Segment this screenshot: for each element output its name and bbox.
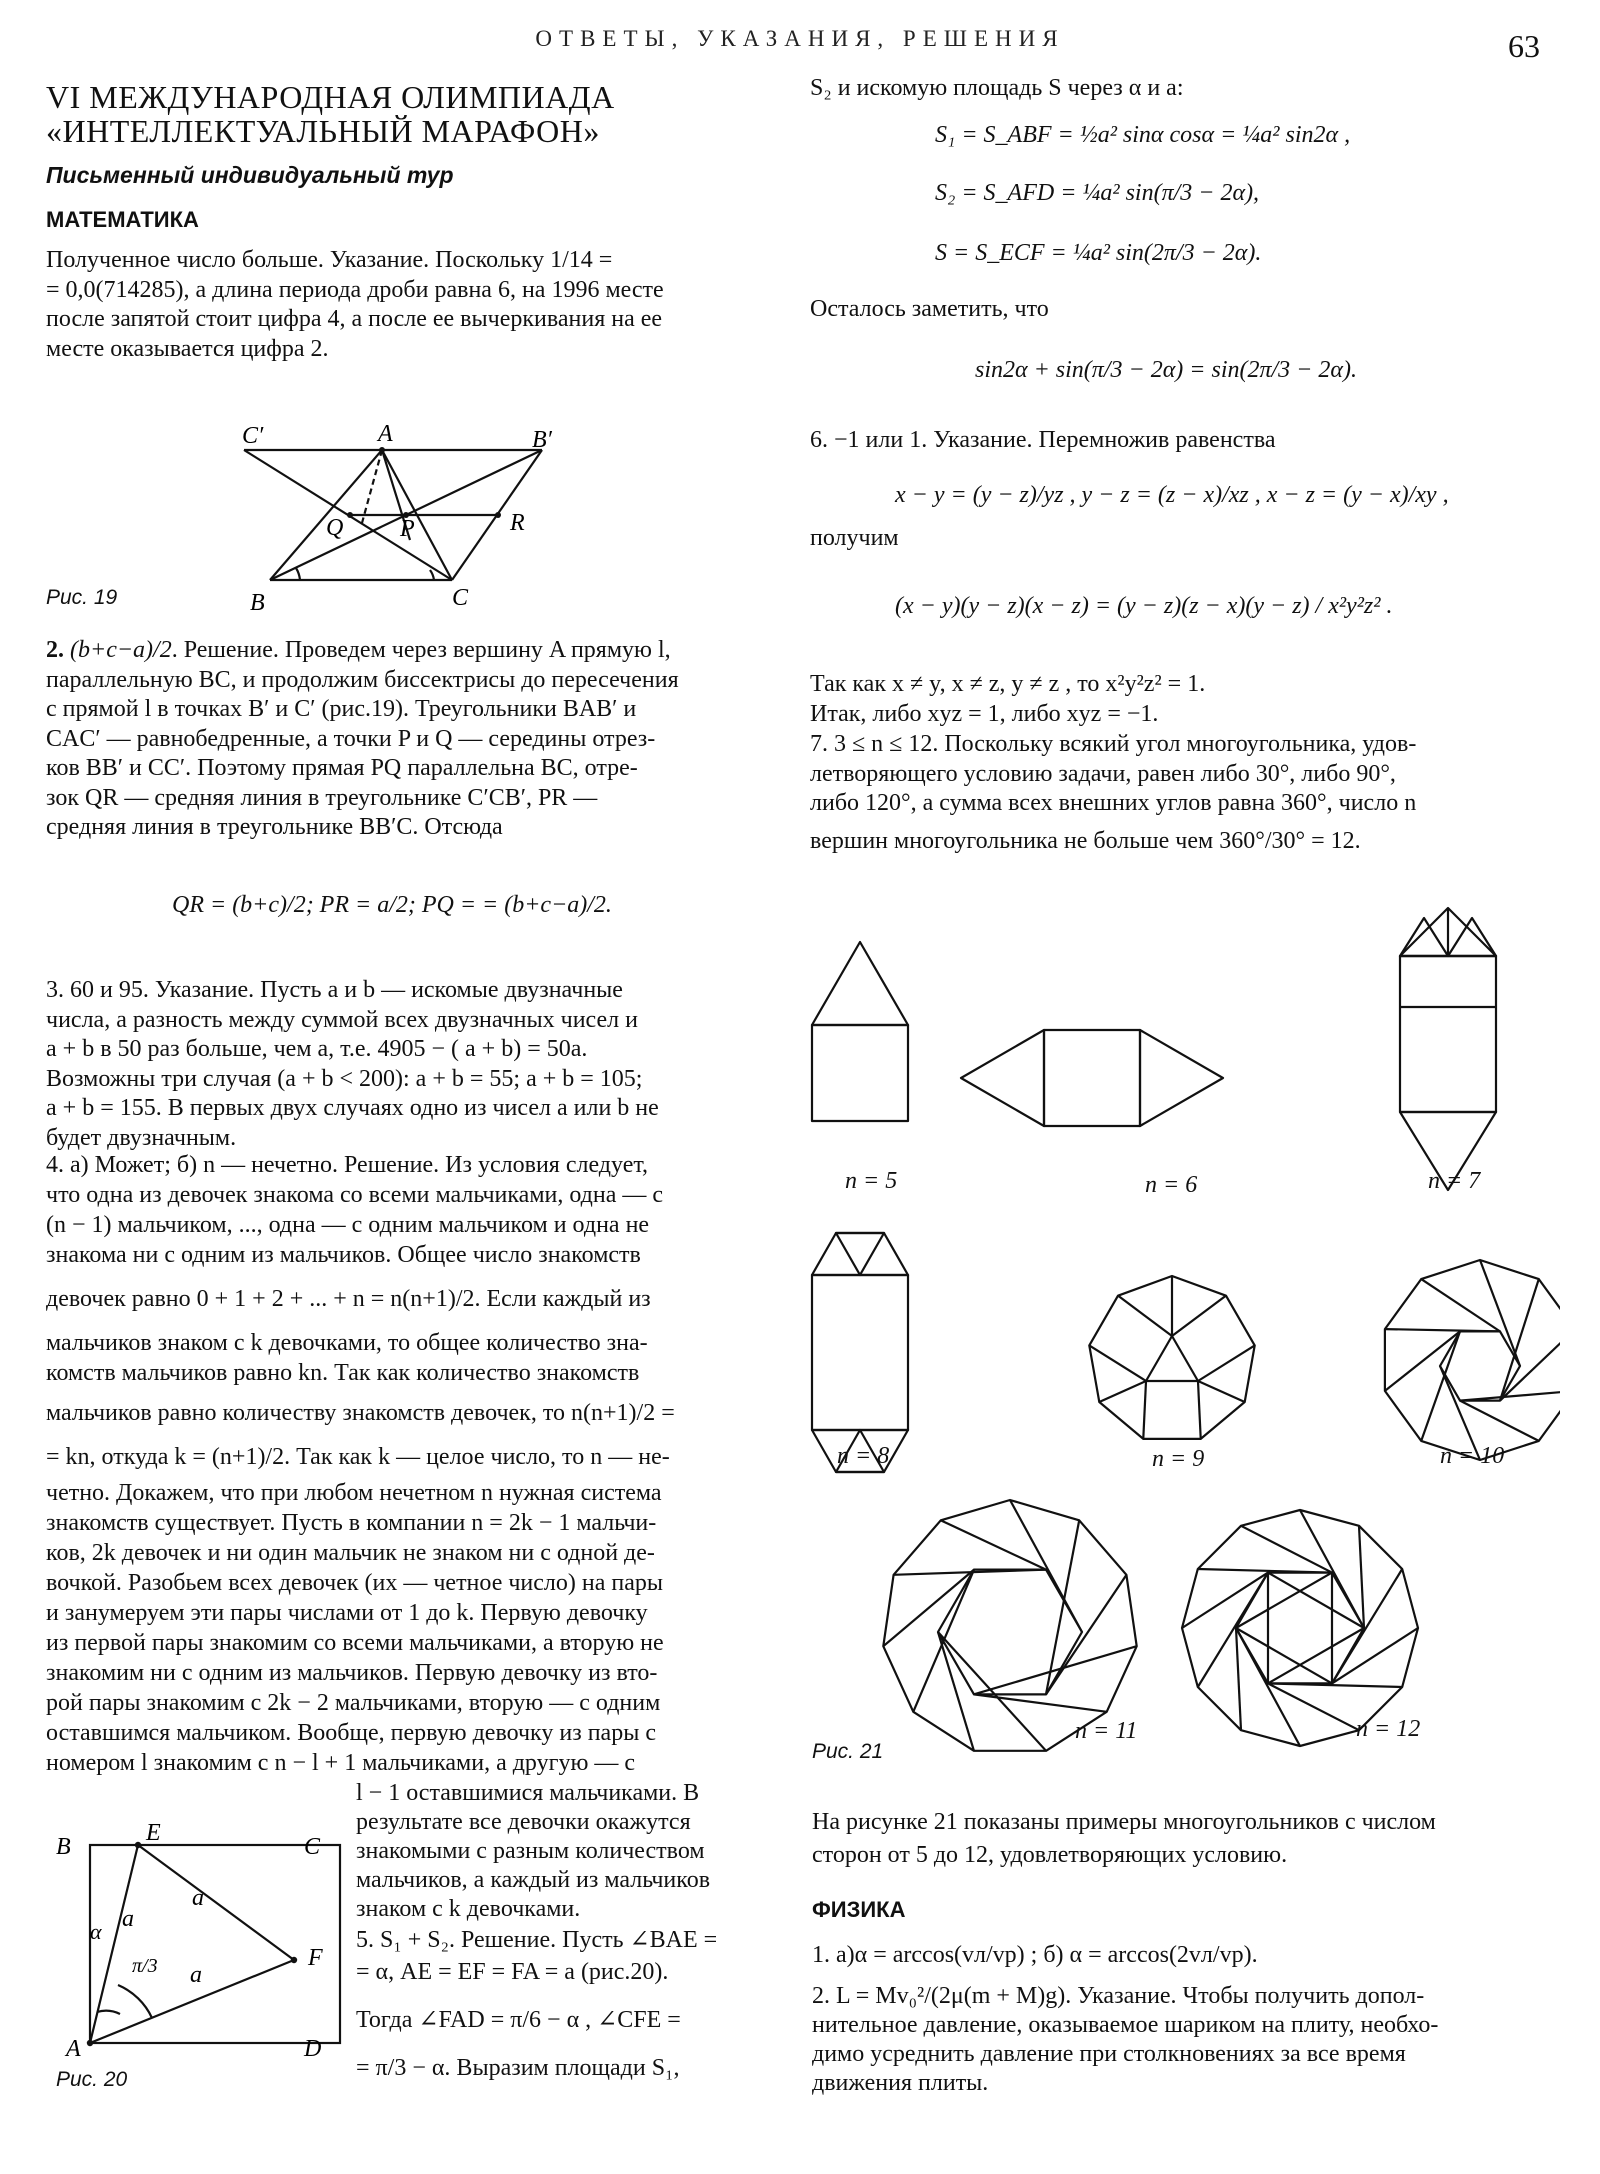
p2-formula: QR = (b+c)/2; PR = a/2; PQ = = (b+c−a)/2.: [172, 892, 612, 918]
p7-line4: вершин многоугольника не больше чем 360°/30° = 12.: [810, 827, 1361, 854]
problem-4: [46, 1150, 768, 1778]
problem-5-left: [356, 1924, 776, 2084]
p4-line23: мальчиков, а каждый из мальчиков: [356, 1867, 711, 1893]
p4-line19: номером l знакомим с n − l + 1 мальчиками, а другую — с: [46, 1750, 636, 1776]
phys-2: [812, 1982, 1542, 2098]
fig20-label-c: C: [304, 1834, 321, 1860]
p4-line9: = kn, откуда k = (n+1)/2. Так как k — целое число, то n — не-: [46, 1444, 670, 1470]
polygon-n7: [1400, 908, 1496, 1190]
p4-line10: четно. Докажем, что при любом нечетном n нужная система: [46, 1480, 662, 1506]
p3-line3: a + b в 50 раз больше, чем a, т.е. 4905 − ( a + b) = 50a.: [46, 1036, 588, 1062]
problem-3: [46, 976, 768, 1153]
p7-line2: летворяющего условию задачи, равен либо 30°, либо 90°,: [810, 760, 1396, 787]
figure-20: [50, 1820, 350, 2060]
fig21-description: [812, 1806, 1542, 1872]
p2-line4: CAC′ — равнобедренные, а точки P и Q — середины отрез-: [46, 725, 656, 752]
p1-line4: месте оказывается цифра 2.: [46, 335, 329, 362]
p5-right-line1: S₂ и искомую площадь S через α и a:: [810, 75, 1184, 101]
fig20-label-e: E: [146, 1820, 161, 1846]
n7-label: n = 7: [1428, 1168, 1481, 1194]
p5-formula-1: S₁ = S_ABF = ½a² sinα cosα = ¼a² sin2α ,: [935, 122, 1351, 148]
n8-label: n = 8: [837, 1443, 890, 1469]
p4-line13: вочкой. Разобьем всех девочек (их — четное число) на пары: [46, 1570, 663, 1596]
p5-formula-2: S₂ = S_AFD = ¼a² sin(π/3 − 2α),: [935, 180, 1260, 206]
p4-line15: из первой пары знакомим со всеми мальчиками, а вторую не: [46, 1630, 664, 1656]
problem-1: [46, 246, 768, 364]
phys-1: 1. а)α = arccos(vл/vр) ; б) α = arccos(2vл/vр).: [812, 1942, 1258, 1968]
n12-label: n = 12: [1356, 1716, 1421, 1742]
p3-line4: Возможны три случая (a + b < 200): a + b = 55; a + b = 105;: [46, 1065, 643, 1092]
n10-label: n = 10: [1440, 1443, 1505, 1469]
p4-line21: результате все девочки окажутся: [356, 1809, 691, 1835]
title-line-2: «ИНТЕЛЛЕКТУАЛЬНЫЙ МАРАФОН»: [46, 113, 600, 149]
running-head: ОТВЕТЫ, УКАЗАНИЯ, РЕШЕНИЯ: [535, 26, 1065, 51]
polygon-n10: [1385, 1260, 1560, 1460]
p4-line14: и занумеруем эти пары числами от 1 до k. Первую девочку: [46, 1600, 648, 1626]
p5-line2: = α, AE = EF = FA = a (рис.20).: [356, 1959, 669, 1985]
p4-line4: знакома ни с одним из мальчиков. Общее число знакомств: [46, 1242, 641, 1268]
figure-19: [230, 425, 580, 615]
figure-21: [800, 890, 1560, 1770]
problem-6-tail: [810, 670, 1530, 729]
p5-line1: 5. S₁ + S₂. Решение. Пусть ∠BAE =: [356, 1927, 718, 1953]
polygon-n8: [812, 1233, 908, 1472]
p5-line4: = π/3 − α. Выразим площади S₁,: [356, 2055, 680, 2081]
p2-line7: средняя линия в треугольнике BB′C. Отсюда: [46, 814, 503, 840]
p1-line1: Полученное число больше. Указание. Поскольку 1/14 =: [46, 247, 613, 273]
problem-5-right: [810, 74, 1510, 104]
fig19-label-b-prime: B′: [532, 427, 552, 453]
after21-line1: На рисунке 21 показаны примеры многоугольников с числом: [812, 1809, 1436, 1835]
page-number: 63: [1508, 28, 1540, 64]
fig20-label-f: F: [308, 1945, 323, 1971]
fig20-caption: Рис. 20: [56, 2068, 128, 2091]
n5-label: n = 5: [845, 1168, 898, 1194]
phys2-line3: димо усреднить давление при столкновениях за все время: [812, 2041, 1406, 2067]
fig19-label-p: P: [400, 516, 415, 542]
phys2-line2: нительное давление, оказываемое шариком на плиту, необхо-: [812, 2012, 1439, 2038]
fig21-caption: Рис. 21: [812, 1740, 884, 1763]
subtitle: Письменный индивидуальный тур: [46, 162, 454, 188]
p2-line3: с прямой l в точках B′ и C′ (рис.19). Треугольники BAB′ и: [46, 696, 637, 722]
fig19-label-c: C: [452, 585, 469, 611]
fig20-label-b: B: [56, 1834, 71, 1860]
p6-line1: 6. −1 или 1. Указание. Перемножив равенства: [810, 427, 1276, 453]
fig19-label-b: B: [250, 590, 265, 615]
p4-line5: девочек равно 0 + 1 + 2 + ... + n = n(n+1)/2. Если каждый из: [46, 1286, 651, 1312]
fig19-caption: Рис. 19: [46, 586, 118, 609]
p2-line2: параллельную BC, и продолжим биссектрисы до пересечения: [46, 666, 679, 693]
after21-line2: сторон от 5 до 12, удовлетворяющих условию.: [812, 1842, 1288, 1868]
p4-line8: мальчиков равно количеству знакомств девочек, то n(n+1)/2 =: [46, 1400, 675, 1426]
fig20-label-pi3: π/3: [132, 1955, 158, 1977]
p5-formula-3: S = S_ECF = ¼a² sin(2π/3 − 2α).: [935, 240, 1262, 266]
p4-line2: что одна из девочек знакома со всеми мальчиками, одна — с: [46, 1182, 664, 1208]
phys2-line1: 2. L = Mv₀²/(2μ(m + M)g). Указание. Чтобы получить допол-: [812, 1983, 1425, 2009]
p3-line2: числа, а разность между суммой всех двузначных чисел и: [46, 1006, 638, 1033]
problem-2: [46, 636, 768, 843]
p3-line6: будет двузначным.: [46, 1124, 237, 1151]
p4-line16: знакомим ни с одним из мальчиков. Первую девочку из вто-: [46, 1660, 658, 1686]
p4-line7: комств мальчиков равно kn. Так как количество знакомств: [46, 1360, 640, 1386]
p5-formula-4: sin2α + sin(π/3 − 2α) = sin(2π/3 − 2α).: [975, 357, 1357, 383]
p7-line1: 7. 3 ≤ n ≤ 12. Поскольку всякий угол многоугольника, удов-: [810, 731, 1417, 757]
fig20-label-a2: a: [192, 1885, 204, 1911]
p2-number: 2.: [46, 637, 64, 663]
fig19-label-c-prime: C′: [242, 425, 264, 449]
n9-label: n = 9: [1152, 1446, 1205, 1472]
p1-line2: = 0,0(714285), а длина периода дроби равна 6, на 1996 месте: [46, 276, 664, 303]
fig19-label-q: Q: [326, 515, 344, 541]
phys2-line4: движения плиты.: [812, 2070, 989, 2096]
problem-7: [810, 730, 1530, 856]
p4-line6: мальчиков знаком с k девочками, то общее количество зна-: [46, 1330, 648, 1356]
fig20-label-d: D: [304, 2036, 322, 2060]
fig20-label-alpha: α: [90, 1919, 102, 1944]
p2-line1: . Решение. Проведем через вершину A прямую l,: [171, 637, 671, 663]
p2-line5: ков BB′ и CC′. Поэтому прямая PQ параллельна BC, отре-: [46, 755, 638, 781]
polygon-n6: [961, 1030, 1223, 1126]
problem-4-tail: [356, 1779, 776, 1924]
polygon-n11: [883, 1500, 1136, 1751]
fig20-label-a1: a: [122, 1906, 134, 1932]
p4-line3: (n − 1) мальчиком, ..., одна — с одним мальчиком и одна не: [46, 1212, 650, 1238]
p5-right-line2: Осталось заметить, что: [810, 296, 1049, 322]
p6-line4: Итак, либо xyz = 1, либо xyz = −1.: [810, 700, 1159, 727]
p6-formula-2: (x − y)(y − z)(x − z) = (y − z)(z − x)(y − z) / x²y²z² .: [895, 593, 1393, 619]
p4-line20: l − 1 оставшимися мальчиками. В: [356, 1780, 700, 1806]
p3-line1: 3. 60 и 95. Указание. Пусть a и b — искомые двузначные: [46, 977, 623, 1003]
p4-line18: оставшимся мальчиком. Вообще, первую девочку из пары с: [46, 1720, 656, 1746]
p4-line17: рой пары знакомим с 2k − 2 мальчиками, вторую — с одним: [46, 1690, 661, 1716]
p5-line3: Тогда ∠FAD = π/6 − α , ∠CFE =: [356, 2007, 681, 2033]
p4-line24: знаком с k девочками.: [356, 1896, 581, 1922]
title-line-1: VI МЕЖДУНАРОДНАЯ ОЛИМПИАДА: [46, 79, 615, 115]
p6-formula-1: x − y = (y − z)/yz , y − z = (z − x)/xz , x − z = (y − x)/xy ,: [895, 482, 1449, 508]
p4-line12: ков, 2k девочек и ни один мальчик не знаком ни с одной де-: [46, 1540, 655, 1566]
p2-answer: (b+c−a)/2: [70, 637, 172, 663]
p4-line1: 4. а) Может; б) n — нечетно. Решение. Из условия следует,: [46, 1152, 649, 1178]
n11-label: n = 11: [1075, 1718, 1138, 1744]
polygon-n9: [1089, 1276, 1254, 1439]
fig20-label-a-vertex: A: [66, 2036, 81, 2060]
p6-line3: Так как x ≠ y, x ≠ z, y ≠ z , то x²y²z² = 1.: [810, 671, 1206, 697]
p4-line11: знакомств существует. Пусть в компании n = 2k − 1 мальчи-: [46, 1510, 657, 1536]
p3-line5: a + b = 155. В первых двух случаях одно из чисел a или b не: [46, 1095, 659, 1121]
n6-label: n = 6: [1145, 1172, 1198, 1198]
fig19-label-r: R: [510, 510, 525, 536]
p1-line3: после запятой стоит цифра 4, а после ее вычеркивания на ее: [46, 306, 663, 332]
p2-line6: зок QR — средняя линия в треугольнике C′CB′, PR —: [46, 784, 598, 811]
p7-line3: либо 120°, а сумма всех внешних углов равна 360°, число n: [810, 790, 1417, 816]
fig19-label-a: A: [378, 425, 393, 447]
section-physics: ФИЗИКА: [812, 1897, 906, 1922]
polygon-n12: [1182, 1510, 1421, 1746]
fig20-label-a3: a: [190, 1962, 202, 1988]
p4-line22: знакомыми с разным количеством: [356, 1838, 705, 1864]
p6-line2: получим: [810, 525, 899, 551]
section-math: МАТЕМАТИКА: [46, 207, 199, 232]
polygon-n5: [812, 942, 908, 1121]
